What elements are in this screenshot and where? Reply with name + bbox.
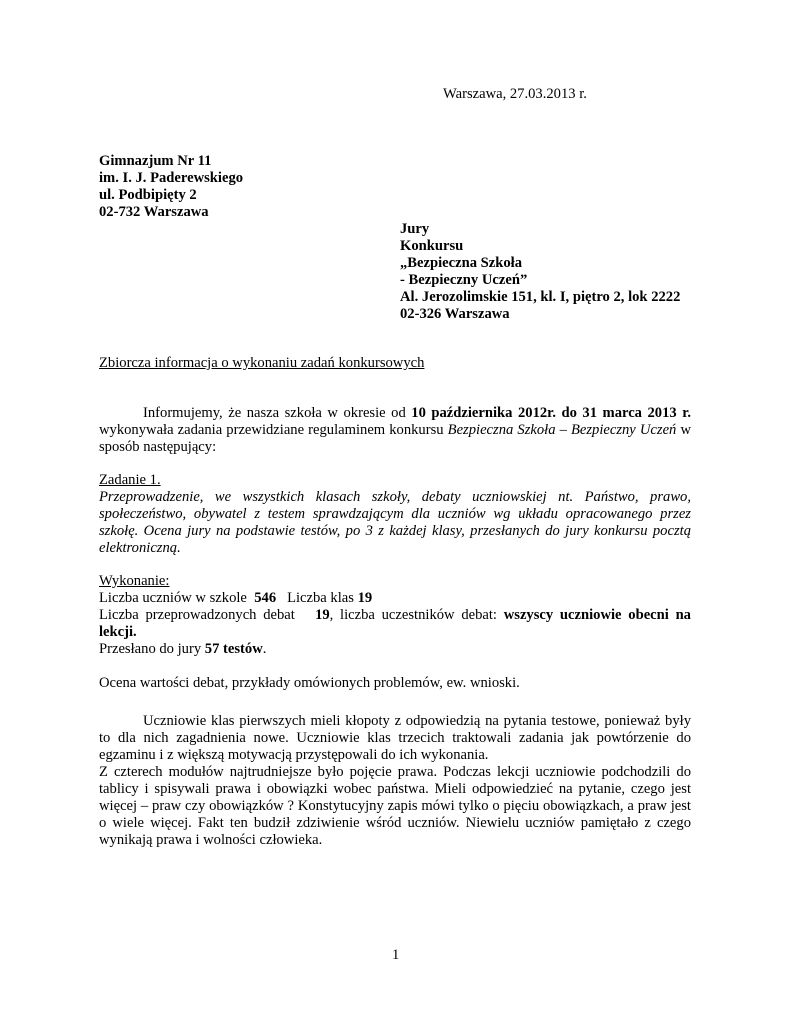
- debates-label: Liczba przeprowadzonych debat: [99, 607, 302, 623]
- tests-sent-label: Przesłano do jury: [99, 641, 205, 657]
- intro-text: Informujemy, że nasza szkoła w okresie od: [143, 405, 412, 421]
- participants-label: , liczba uczestników debat:: [329, 607, 504, 623]
- debates-line: [99, 607, 691, 624]
- recipient-line-2: Konkursu: [400, 238, 464, 254]
- body-p2-line-4: o wiele więcej. Fakt ten budził zdziwienie wśród uczniów. Niewielu uczniów pamiętało z czego: [99, 815, 691, 831]
- recipient-line-6: 02-326 Warszawa: [400, 306, 510, 322]
- evaluation-heading: Ocena wartości debat, przykłady omówionych problemów, ew. wnioski.: [99, 675, 520, 691]
- body-p1-line-3: egzaminu i z większą motywacją przystępowali do ich wykonania.: [99, 747, 489, 763]
- execution-heading: Wykonanie:: [99, 573, 170, 589]
- body-p1-line-1: Uczniowie klas pierwszych mieli kłopoty z odpowiedzią na pytania testowe, ponieważ były: [143, 713, 691, 729]
- intro-text: w: [676, 422, 691, 438]
- sender-line-city: 02-732 Warszawa: [99, 204, 209, 220]
- sender-line-school: Gimnazjum Nr 11: [99, 153, 212, 169]
- task-1-line-2: społeczeństwo, obywatel z testem sprawdzającym dla uczniów wg układu opracowanego przez: [99, 506, 691, 522]
- tests-sent-end: .: [262, 641, 267, 657]
- task-1-heading: Zadanie 1.: [99, 472, 161, 488]
- participants-value: wszyscy uczniowie obecni na: [503, 607, 691, 623]
- students-value: 546: [254, 590, 277, 606]
- students-label: Liczba uczniów w szkole: [99, 590, 251, 606]
- classes-value: 19: [357, 590, 373, 606]
- tests-sent-value: 57 testów: [204, 641, 263, 657]
- tests-sent-line: [99, 641, 266, 658]
- students-count-line: [99, 590, 372, 607]
- recipient-line-4: - Bezpieczny Uczeń”: [400, 272, 528, 288]
- body-p2-line-1: Z czterech modułów najtrudniejsze było pojęcie prawa. Podczas lekcji uczniowie podchodzili do: [99, 764, 691, 780]
- body-p1-line-2: to dla nich zagadnienia nowe. Uczniowie klas trzecich traktowali zadania jak powtórzenie do: [99, 730, 691, 746]
- intro-line-3: sposób następujący:: [99, 439, 217, 455]
- contest-name: Bezpieczna Szkoła – Bezpieczny Uczeń: [447, 422, 677, 438]
- intro-text: wykonywała zadania przewidziane regulaminem konkursu: [99, 422, 448, 438]
- task-1-line-4: elektroniczną.: [99, 540, 181, 556]
- task-1-line-3: szkołę. Ocena jury na podstawie testów, po 3 z każdej klasy, przesłanych do jury konkursu pocztą: [99, 523, 691, 539]
- intro-line-1: [143, 405, 691, 422]
- letter-subject: Zbiorcza informacja o wykonaniu zadań konkursowych: [99, 355, 425, 371]
- task-1-line-1: Przeprowadzenie, we wszystkich klasach szkoły, debaty uczniowskiej nt. Państwo, prawo,: [99, 489, 691, 505]
- recipient-line-3: „Bezpieczna Szkoła: [400, 255, 523, 271]
- classes-label: Liczba klas: [287, 590, 358, 606]
- body-p2-line-3: więcej – praw czy obowiązków ? Konstytucyjny zapis mówi tylko o pięciu obowiązkach, a praw jest: [99, 798, 691, 814]
- intro-period: 10 października 2012r. do 31 marca 2013 r.: [411, 405, 691, 421]
- recipient-line-1: Jury: [400, 221, 430, 237]
- body-p2-line-2: tablicy i spisywali prawa i obowiązki wobec państwa. Mieli odpowiedzieć na pytanie, czego jest: [99, 781, 691, 797]
- participants-value-cont: lekcji.: [99, 624, 137, 640]
- body-p2-line-5: wynikają prawa i wolności człowieka.: [99, 832, 323, 848]
- page-number: 1: [392, 947, 400, 963]
- debates-value: 19: [315, 607, 330, 623]
- intro-line-2: [99, 422, 691, 439]
- recipient-line-5: Al. Jerozolimskie 151, kl. I, piętro 2, lok 2222: [400, 289, 681, 305]
- letter-date: Warszawa, 27.03.2013 r.: [443, 86, 587, 102]
- sender-line-street: ul. Podbipięty 2: [99, 187, 197, 203]
- sender-line-patron: im. I. J. Paderewskiego: [99, 170, 244, 186]
